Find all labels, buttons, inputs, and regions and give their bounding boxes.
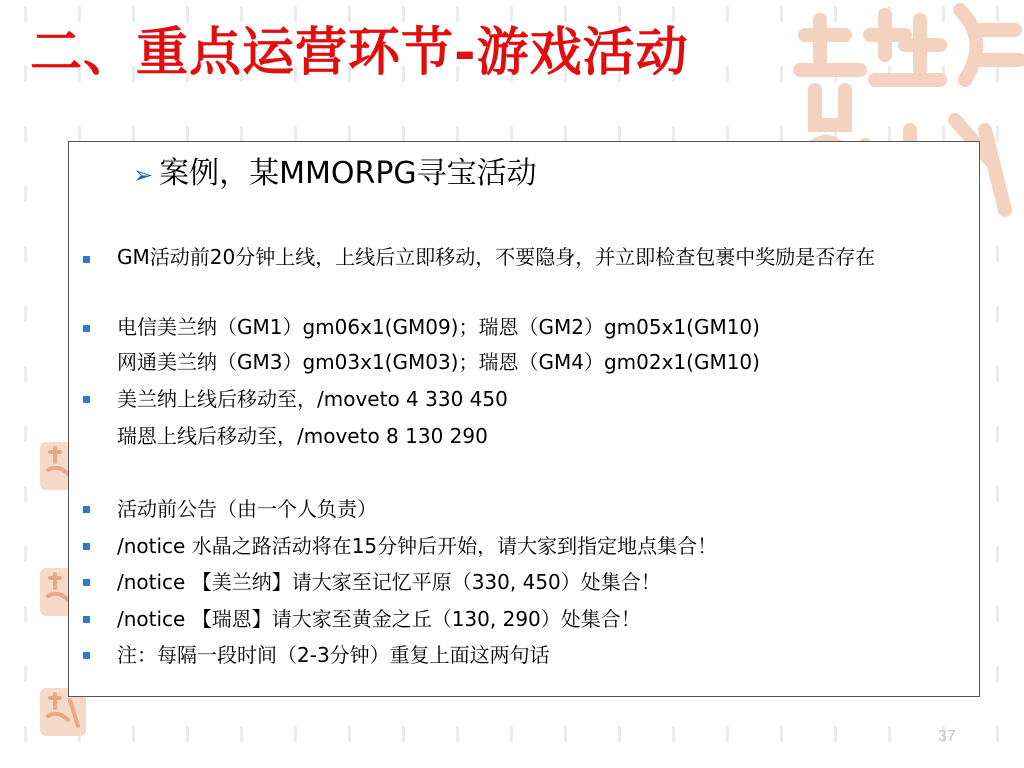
list-item-notice-melanna: /notice 【美兰纳】请大家至记忆平原（330, 450）处集合！ [117, 570, 661, 594]
list-item-gm-online: GM活动前20分钟上线，上线后立即移动，不要隐身，并立即检查包裹中奖励是否存在 [117, 245, 876, 269]
background-tick [996, 606, 999, 622]
background-tick [510, 726, 513, 742]
background-tick [24, 126, 27, 142]
square-bullet-icon [83, 616, 90, 623]
background-tick [402, 726, 405, 742]
list-item-netcom-gm: 网通美兰纳（GM3）gm03x1(GM03)；瑞恩（GM4）gm02x1(GM10) [117, 350, 760, 374]
square-bullet-icon [83, 652, 90, 659]
background-tick [24, 366, 27, 382]
background-tick [24, 726, 27, 742]
background-tick [726, 126, 729, 142]
background-tick [996, 246, 999, 262]
background-tick [564, 726, 567, 742]
background-tick [996, 306, 999, 322]
background-tick [24, 546, 27, 562]
background-tick [132, 126, 135, 142]
content-box [68, 141, 980, 697]
case-heading-text: 案例，某MMORPG寻宝活动 [159, 156, 537, 191]
arrow-bullet-icon: ➢ [133, 161, 154, 189]
background-tick [996, 426, 999, 442]
background-tick [24, 66, 27, 82]
background-tick [186, 726, 189, 742]
background-tick [996, 486, 999, 502]
list-item-repeat-note: 注：每隔一段时间（2-3分钟）重复上面这两句话 [117, 643, 550, 667]
background-tick [834, 726, 837, 742]
background-tick [780, 6, 783, 22]
background-tick [24, 306, 27, 322]
square-bullet-icon [83, 396, 90, 403]
background-tick [24, 666, 27, 682]
background-tick [618, 726, 621, 742]
background-tick [240, 126, 243, 142]
square-bullet-icon [83, 543, 90, 550]
list-item-announcement: 活动前公告（由一个人负责） [117, 497, 377, 521]
list-item-melanna-moveto: 美兰纳上线后移动至，/moveto 4 330 450 [117, 387, 508, 411]
square-bullet-icon [83, 579, 90, 586]
list-item-telecom-gm: 电信美兰纳（GM1）gm06x1(GM09)；瑞恩（GM2）gm05x1(GM10) [117, 315, 760, 339]
background-tick [780, 126, 783, 142]
list-item-notice-start: /notice 水晶之路活动将在15分钟后开始，请大家到指定地点集合！ [117, 534, 718, 558]
square-bullet-icon [83, 256, 90, 263]
background-tick [132, 726, 135, 742]
background-tick [186, 126, 189, 142]
background-tick [726, 66, 729, 82]
background-tick [456, 726, 459, 742]
background-tick [348, 726, 351, 742]
background-tick [456, 126, 459, 142]
background-tick [672, 726, 675, 742]
background-tick [888, 726, 891, 742]
background-tick [348, 126, 351, 142]
background-tick [24, 6, 27, 22]
background-tick [78, 126, 81, 142]
list-item-ryan-moveto: 瑞恩上线后移动至，/moveto 8 130 290 [117, 424, 488, 448]
square-bullet-icon [83, 506, 90, 513]
background-tick [726, 6, 729, 22]
background-tick [294, 126, 297, 142]
background-tick [672, 126, 675, 142]
background-tick [780, 726, 783, 742]
background-tick [24, 486, 27, 502]
background-tick [996, 366, 999, 382]
background-tick [24, 606, 27, 622]
background-tick [294, 726, 297, 742]
background-tick [996, 546, 999, 562]
background-tick [24, 186, 27, 202]
background-tick [24, 426, 27, 442]
background-tick [510, 126, 513, 142]
background-tick [564, 126, 567, 142]
background-tick [402, 126, 405, 142]
list-item-notice-ryan: /notice 【瑞恩】请大家至黄金之丘（130, 290）处集合！ [117, 607, 641, 631]
background-tick [24, 246, 27, 262]
case-heading [133, 152, 537, 197]
background-tick [996, 726, 999, 742]
background-tick [780, 66, 783, 82]
page-number: 37 [938, 728, 956, 745]
slide-title: 二、重点运营环节-游戏活动 [30, 23, 689, 83]
background-tick [618, 126, 621, 142]
background-tick [240, 726, 243, 742]
background-tick [726, 726, 729, 742]
background-tick [996, 666, 999, 682]
square-bullet-icon [83, 325, 90, 332]
